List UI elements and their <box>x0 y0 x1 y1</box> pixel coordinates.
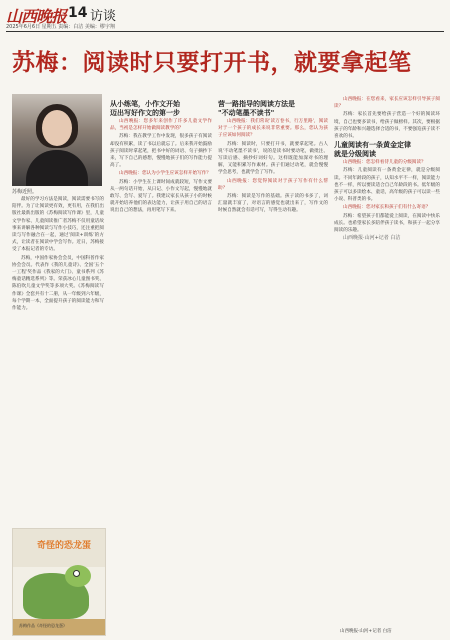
question-3: 山西晚报：我们常说'读万卷书，行万里路'，阅读对于一个孩子的成长来说非常重要。那么，您认为孩子应该如何阅读？ <box>218 119 328 139</box>
subhead-2: 营一路指导的阅读方法是 "不动笔墨不读书" <box>218 100 295 117</box>
book-cover-title: 奇怪的恐龙蛋 <box>37 541 92 551</box>
answer-1: 苏梅：我在教学工作中发现，很多孩子有阅读却没有积累，读了书以后就忘了。后来我开始鼓励孩子阅读时拿起笔，把书中好的词语、句子摘抄下来，写下自己的感想，慢慢地孩子们的写作能力提高了。 <box>110 134 212 169</box>
section-name: 访谈 <box>90 9 117 24</box>
answer-3: 苏梅：阅读时，只要打开书，就要拿起笔。古人说'不动笔墨不读书'，说的是读书时要动笔，做批注、写读后感、摘抄好词好句。这样既能加深对书的理解，又能积累写作素材。孩子们通过动笔，就会慢慢学会思考，也就学会了写作。 <box>218 141 328 176</box>
question-7: 山西晚报：您对家长和孩子们有什么寄语？ <box>343 205 431 211</box>
photo-body <box>26 150 88 186</box>
byline: 山西晚报·山河+记者 白洁 <box>343 235 401 242</box>
column-3 <box>218 100 328 620</box>
photo-caption: 苏梅近照。 <box>12 189 38 195</box>
intro-paragraph: 最好的学习方法是阅读，阅读需要书写的陪伴。为了让阅读更有效，更有用，在我们出版社最新出版的《苏梅阅读写作课》里，儿童文学作家、儿童阅读推广者苏梅不仅用童话故事来讲解各种阅读与写作小技巧，还注重把阅读与写作融合在一起，通过‘阅读+训练’的方式，让读者在阅读中学会写作。近日，苏梅接受了本报记者的专访。 <box>12 197 104 253</box>
answer-4: 苏梅：阅读是写作的基础。孩子读的书多了，词汇量就丰富了，对语言的感觉也就出来了，写作文的时候自然就会有话可写，写得生动有趣。 <box>218 194 328 214</box>
dinosaur-eye <box>73 570 80 577</box>
article-title: 苏梅：阅读时只要打开书，就要拿起笔 <box>12 50 412 76</box>
question-1: 山西晚报：您多年来创作了许多儿童文学作品，当初是怎样开始做阅读教学的？ <box>110 119 212 132</box>
page-header <box>0 0 450 34</box>
page-number: 14 <box>68 5 88 21</box>
question-6: 山西晚报：您怎样看待儿童的分级阅读？ <box>343 160 426 166</box>
page-footer: 山西晚报·山河+记者 白洁 <box>340 629 392 634</box>
question-2: 山西晚报：您认为小学生应该怎样开始写作？ <box>119 171 211 177</box>
header-rule <box>6 31 444 32</box>
book-cover-image <box>12 528 106 636</box>
answer-7: 苏梅：希望孩子们都能爱上阅读，在阅读中快乐成长。也希望家长多陪伴孩子读书，和孩子一起分享阅读的乐趣。 <box>334 213 440 234</box>
column-1 <box>12 196 104 521</box>
column-4 <box>334 96 440 622</box>
column-2 <box>110 100 212 620</box>
question-4: 山西晚报：您觉得阅读对于孩子写作有什么帮助？ <box>218 178 328 191</box>
subhead-3: 儿童阅读有一条黄金定律 就是分级阅读 <box>334 141 411 158</box>
question-5: 山西晚报：在您看来，家长应该怎样引导孩子阅读？ <box>334 97 440 110</box>
answer-2: 苏梅：小学生在上课时间成就较短，写作文要从一两句话开始，从日记、小作文写起，慢慢地就敢写、会写、爱写了。我建议家长从孩子小的时候就开始培养他们的表达能力，让孩子用自己的语言说出自己的想法，再用笔写下来。 <box>110 179 212 214</box>
author-photo <box>12 94 102 186</box>
answer-6: 苏梅：儿童阅读有一条黄金定律，就是分级阅读。不同年龄段的孩子，认知水平不一样，阅读能力也不一样，所以要读适合自己年龄段的书。低年级的孩子可以多读绘本、童话，高年级的孩子可以读一些小说、科普类的书。 <box>334 168 440 203</box>
bio-paragraph: 苏梅，中国作家协会会员，中国科普作家协会会员。代表作《我的儿童诗》、全国‘五个一工程’奖作品《我家的大门》、童书系列《苏梅童话精选系列》等。荣获冰心儿童图书奖、陈伯吹儿童文学奖等多项大奖。《苏梅阅读写作课》全套共有十二册，从一年级到六年级，每个学期一本，全面提升孩子的阅读能力和写作能力。 <box>12 255 104 312</box>
photo-face <box>42 110 72 146</box>
book-caption: 苏梅作品《奇怪的恐龙蛋》 <box>19 623 67 628</box>
subhead-1: 从小练笔，小作文开始 迈出写好作文的第一步 <box>110 100 180 117</box>
newspaper-logo: 山西晚报 <box>6 7 67 26</box>
dateline: 2025年6月6日 星期五 责编：白洁 美编：缪宇翔 <box>6 24 115 30</box>
answer-5: 苏梅：家长首先要给孩子营造一个好的阅读环境，自己也要多读书，给孩子做榜样。其次，要根据孩子的年龄和兴趣选择合适的书，不要强迫孩子读不喜欢的书。 <box>334 112 440 140</box>
